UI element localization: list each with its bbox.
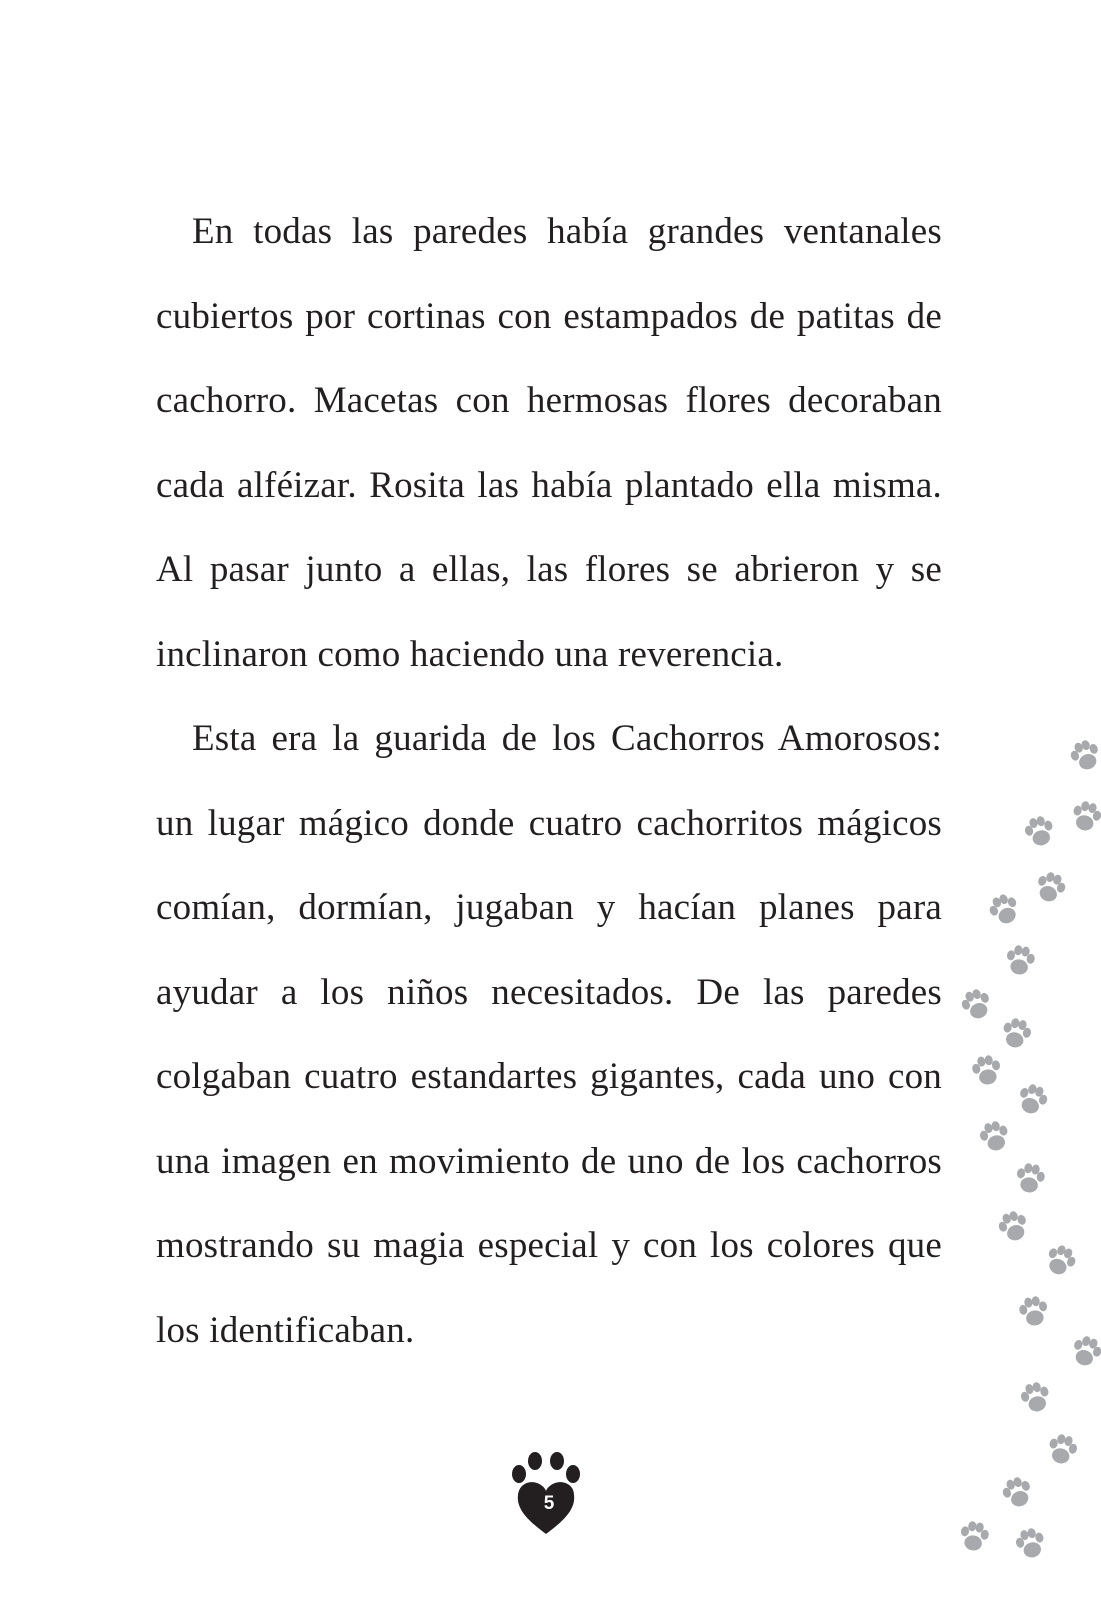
paw-print-icon [970, 1054, 1003, 1087]
paw-print-icon [985, 890, 1023, 928]
paw-print-icon [1042, 1241, 1080, 1279]
paw-print-icon [1069, 1333, 1101, 1370]
paw-print-icon [999, 1016, 1033, 1051]
paw-print-icon [958, 986, 994, 1023]
paw-print-icon [1033, 869, 1069, 906]
paw-print-icon [1022, 814, 1056, 849]
paw-print-icon [1067, 737, 1101, 774]
page-number-badge [510, 1452, 588, 1534]
paragraph-2: Esta era la guarida de los Cachorros Amorosos: un lugar mágico donde cuatro cachorritos mágicos comían, dormían, jugaban y hacían planes para ayudar a los niños necesitados. De las paredes colgaban cuatro estandartes gigantes, cada uno con una imagen en movimiento de uno de los cachorros mostrando su magia especial y con los colores que los identificaban. [156, 718, 942, 1351]
paw-print-icon [1018, 1380, 1052, 1415]
paw-print-icon [958, 1520, 991, 1553]
paw-print-icon [1015, 1081, 1051, 1118]
paw-print-icon [1013, 1526, 1047, 1561]
paw-print-icon [1045, 1432, 1079, 1467]
paw-print-icon [1017, 1295, 1050, 1328]
body-text [156, 190, 942, 1373]
paw-print-icon [1069, 799, 1101, 834]
paw-print-icon [999, 1474, 1035, 1511]
paw-print-icon [1004, 944, 1037, 977]
paragraph-1: En todas las paredes había grandes ventanales cubiertos por cortinas con estampados de patitas de cachorro. Macetas con hermosas flores decoraban cada alféizar. Rosita las había plantado ella misma. Al pasar junto a ellas, las flores se abrieron y se inclinaron como haciendo una reverencia. [156, 211, 942, 675]
paw-print-icon [1014, 1162, 1047, 1195]
page-number: 5 [543, 1493, 555, 1514]
paw-print-icon [977, 1119, 1011, 1154]
paw-print-icon [995, 1208, 1031, 1245]
